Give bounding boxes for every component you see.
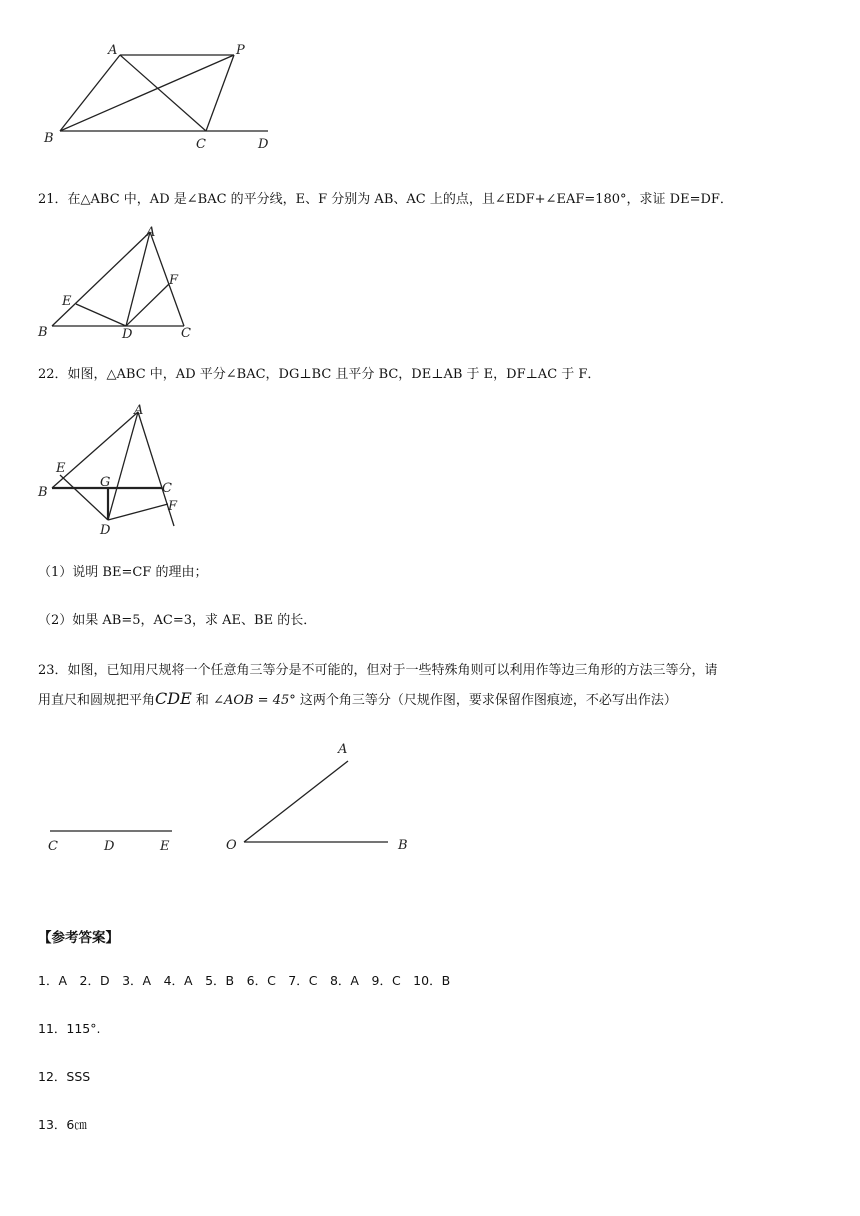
straight-angle-figure (40, 815, 190, 860)
label-B: B (44, 131, 54, 146)
answer-12: 12．SSS (38, 1069, 91, 1084)
triangle-figure-21 (36, 222, 206, 342)
label-A: A (338, 742, 348, 757)
q23-angle: ∠AOB = 45° (213, 693, 296, 708)
label-B: B (38, 485, 48, 500)
label-E: E (56, 461, 66, 476)
label-A: A (146, 225, 156, 240)
label-G: G (100, 475, 111, 490)
question-23-line-2 (38, 689, 677, 708)
q23-text-c: 这两个角三等分（尺规作图，要求保留作图痕迹，不必写出作法） (299, 693, 677, 708)
angle-aob-figure (220, 735, 420, 860)
label-O: O (226, 838, 237, 853)
label-C: C (162, 481, 172, 496)
triangle-figure-22 (38, 400, 208, 540)
question-22-text: 22．如图，△ABC 中，AD 平分∠BAC，DG⊥BC 且平分 BC，DE⊥AB 于 E，DF⊥AC 于 F． (38, 367, 601, 382)
label-F: F (168, 499, 178, 514)
question-22-part-1: （1）说明 BE=CF 的理由； (38, 565, 208, 580)
q23-text-a: 用直尺和圆规把平角 (38, 693, 156, 708)
label-D: D (258, 137, 269, 152)
answers-row-1: 1．A 2．D 3．A 4．A 5．B 6．C 7．C 8．A 9．C 10．B (38, 973, 451, 988)
label-D: D (104, 839, 115, 854)
answer-11: 11．115°. (38, 1021, 101, 1036)
answers-heading: 【参考答案】 (38, 930, 119, 946)
label-B: B (398, 838, 408, 853)
label-B: B (38, 325, 48, 340)
label-E: E (160, 839, 170, 854)
label-C: C (48, 839, 58, 854)
label-A: A (108, 43, 118, 58)
label-D: D (100, 523, 111, 538)
q23-text-b: 和 (195, 693, 209, 708)
question-22-part-2: （2）如果 AB=5，AC=3，求 AE、BE 的长． (38, 613, 317, 628)
label-P: P (236, 43, 245, 58)
label-F: F (169, 273, 179, 288)
label-E: E (62, 294, 72, 309)
question-21-text: 21．在△ABC 中，AD 是∠BAC 的平分线，E、F 分别为 AB、AC 上的点，且∠EDF+∠EAF=180°，求证 DE=DF． (38, 192, 733, 207)
label-C: C (181, 326, 191, 341)
answer-13: 13．6㎝ (38, 1117, 87, 1132)
parallelogram-figure (40, 40, 280, 160)
question-23-line-1: 23．如图，已知用尺规将一个任意角三等分是不可能的，但对于一些特殊角则可以利用作等边三角形的方法三等分，请 (38, 663, 718, 678)
label-D: D (122, 327, 133, 342)
q23-cde: CDE (155, 689, 192, 708)
label-C: C (196, 137, 206, 152)
label-A: A (134, 403, 144, 418)
